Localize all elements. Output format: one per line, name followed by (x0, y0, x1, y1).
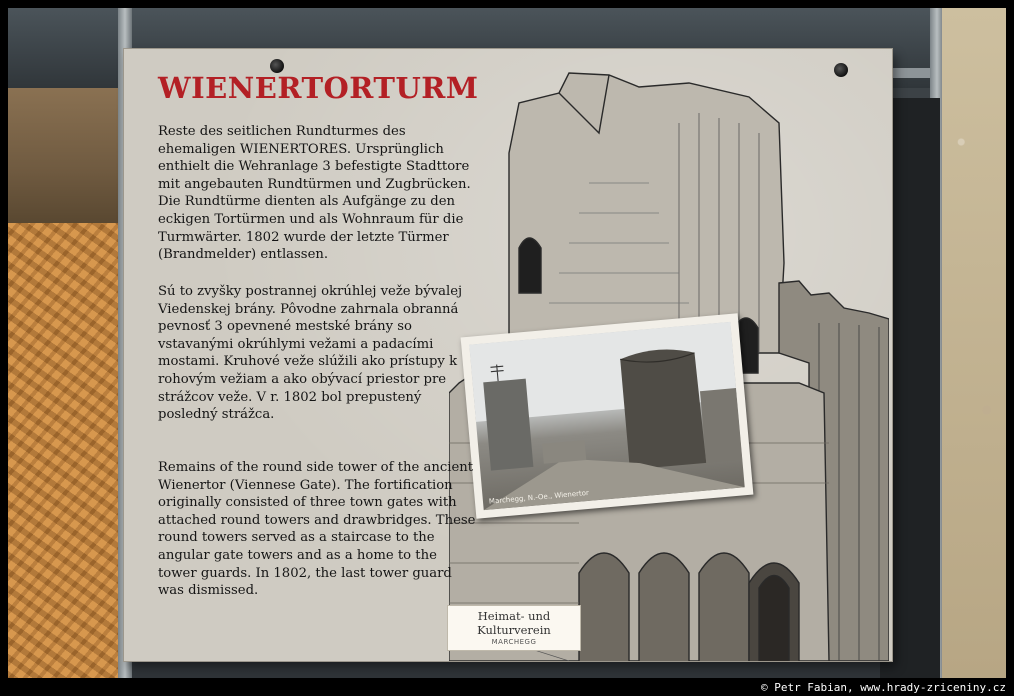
photo-caption: Marchegg, N.-Oe., Wienertor (488, 488, 590, 506)
info-sign (124, 49, 892, 661)
historic-photo (461, 313, 754, 519)
stone-wall (942, 8, 1006, 678)
paragraph-english: Remains of the round side tower of the ancient Wienertor (Viennese Gate). The fortification originally consisted of three town gates with attached round towers and drawbridges. These round towers served as a staircase to the angular gate towers and as a home to the tower guards. In 1802, the last tower guard was dismissed. (158, 460, 476, 599)
paragraph-slovak: Sú to zvyšky postrannej okrúhlej veže bývalej Viedenskej brány. Pôvodne zahrnala obranná pevnosť 3 opevnené mestské brány so vstavanými okrúhlymi vežami a padacími mostami. Kruhové veže slúžili ako prístupy k rohovým vežiam a ako obývací priestor pre strážcov veže. V r. 1802 bol prepustený posledný strážca. (158, 284, 463, 423)
photo-scene (8, 8, 1006, 678)
sign-title: WIENERTORTURM (158, 71, 479, 105)
wooden-plank (8, 88, 128, 228)
osb-board (8, 223, 128, 678)
historic-photo-image (469, 322, 744, 510)
logo-line-heimat: Heimat- und (477, 609, 551, 623)
paragraph-german: Reste des seitlichen Rundturmes des ehemaligen WIENERTORES. Ursprünglich enthielt die Wehranlage 3 befestigte Stadttore mit angebauten Rundtürmen und Zugbrücken. Die Rundtürme dienten als Aufgänge zu den eckigen Tortürmen und als Wohnraum für die Turmwärter. 1802 wurde der letzte Türmer (Brandmelder) entlassen. (158, 124, 471, 263)
logo-line-kulturverein: Kulturverein (477, 623, 551, 637)
photo-credit: © Petr Fabian, www.hrady-zriceniny.cz (760, 681, 1006, 694)
logo-line-marchegg: MARCHEGG (491, 638, 537, 646)
association-logo (447, 605, 581, 651)
